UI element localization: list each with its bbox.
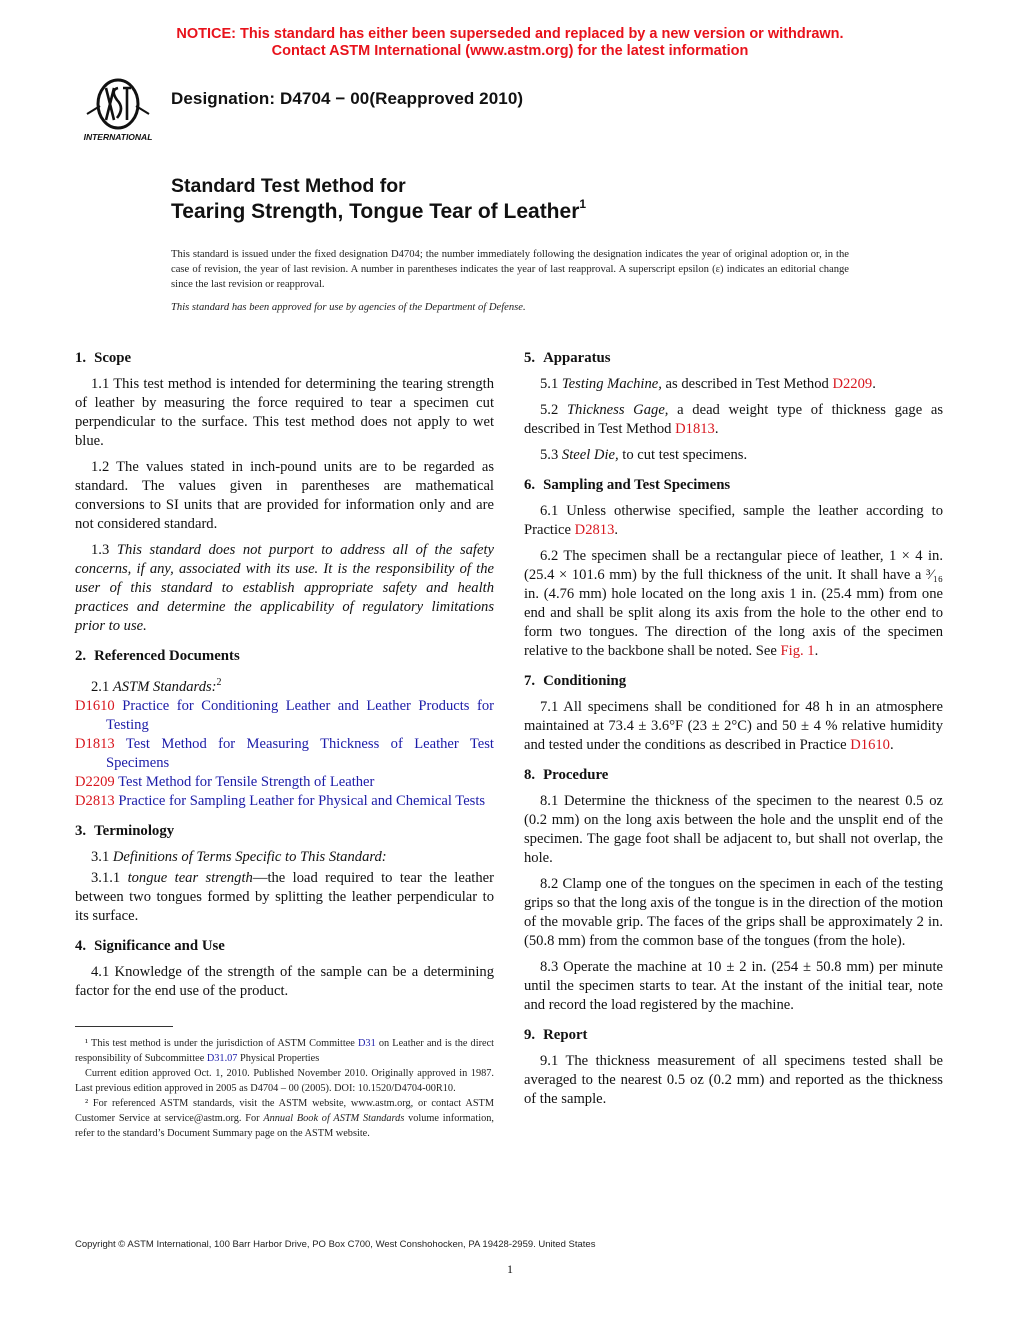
issue-note: This standard is issued under the fixed designation D4704; the number immediately following the designation indicates the year of original adoption or, in the case of revision, the year of last revision. A number in parentheses indicates the year of last reapproval. A superscript epsilon (ε) indicates an editorial change since the last revision or reapproval.: [171, 249, 849, 290]
section-heading: 6. Sampling and Test Specimens: [524, 477, 731, 493]
section-scope: [75, 348, 494, 636]
paragraph: 6.2 The specimen shall be a rectangular piece of leather, 1 × 4 in. (25.4 × 101.6 mm) by the full thickness of the unit. It shall have a ³⁄₁₆ in. (4.76 mm) hole located on the long axis 1 in. (25.4 mm) from one end and shall be split along its axis from the hole to the other end to form two tongues. The direction of the long axis of the specimen relative to the backbone shall be noted. See Fig. 1.: [524, 548, 943, 659]
paragraph: 5.2 Thickness Gage, a dead weight type of thickness gage as described in Test Method D1813.: [524, 402, 944, 437]
standard-link[interactable]: D2813: [574, 522, 615, 538]
paragraph: 3.1 Definitions of Terms Specific to This Standard:: [91, 848, 387, 865]
notice-line-2: Contact ASTM International (www.astm.org) for the latest information: [271, 43, 749, 59]
reference-title-link[interactable]: Test Method for Tensile Strength of Leather: [118, 773, 375, 790]
page-number: 1: [507, 1262, 513, 1276]
section-referenced-documents: [75, 646, 494, 811]
supersede-notice: [0, 26, 1020, 60]
paragraph: 9.1 The thickness measurement of all specimens tested shall be averaged to the nearest 0.5 oz (0.2 mm) and reported as the thickness of the sample.: [524, 1053, 943, 1107]
reference-list: [75, 697, 494, 811]
paragraph: 1.2 The values stated in inch-pound units are to be regarded as standard. The values given in parentheses are mathematical conversions to SI units that are provided for information only and are not considered standard.: [75, 459, 494, 532]
section-heading: 8. Procedure: [524, 767, 609, 783]
paragraph: 3.1.1 tongue tear strength—the load required to tear the leather between two tongues formed by splitting the leather perpendicular to its surface.: [75, 869, 494, 924]
footnotes: [75, 1026, 494, 1141]
reference-code-link[interactable]: D2209: [75, 773, 115, 790]
section-significance: [75, 936, 494, 1001]
section-conditioning: [524, 671, 943, 755]
astm-logo: [73, 76, 163, 144]
paragraph: 2.1 ASTM Standards:$^2$: [91, 677, 222, 695]
right-column: [524, 348, 943, 1119]
paragraph: 5.3 Steel Die, to cut test specimens.: [540, 447, 748, 463]
footnote-2: ² For referenced ASTM standards, visit the ASTM website, www.astm.org, or contact ASTM Customer Service at service@astm.org. For Annual Book of ASTM Standards volume information, refer to the standard’s Document Summary page on the ASTM website.: [75, 1098, 494, 1139]
reference-title-link[interactable]: Practice for Sampling Leather for Physical and Chemical Tests: [118, 792, 486, 809]
copyright-line: Copyright © ASTM International, 100 Barr Harbor Drive, PO Box C700, West Conshohocken, PA 19428-2959. United States: [75, 1239, 596, 1250]
footnote-1: ¹ This test method is under the jurisdiction of ASTM Committee D31 on Leather and is the direct responsibility of Subcommittee D31.07 Physical Properties: [75, 1038, 495, 1064]
section-heading: 1. Scope: [75, 350, 132, 366]
section-apparatus: [524, 348, 943, 465]
section-heading: 4. Significance and Use: [75, 937, 225, 954]
standard-link[interactable]: D1610: [850, 737, 890, 753]
reference-title-link[interactable]: Practice for Conditioning Leather and Leather Products for Testing: [106, 697, 494, 733]
paragraph: 4.1 Knowledge of the strength of the sample can be a determining factor for the end use of the product.: [75, 963, 494, 999]
paragraph: 7.1 All specimens shall be conditioned for 48 h in an atmosphere maintained at 73.4 ± 3.6°F (23 ± 2°C) and 50 ± 4 % relative humidity and tested under the conditions as described in Practice D1610.: [524, 699, 943, 753]
standard-link[interactable]: D1813: [675, 421, 715, 437]
paragraph: 8.3 Operate the machine at 10 ± 2 in. (254 ± 50.8 mm) per minute until the specimen starts to tear. At the instant of the initial tear, note and record the load registered by the machine.: [524, 959, 943, 1013]
paragraph: 1.3 This standard does not purport to address all of the safety concerns, if any, associated with its use. It is the responsibility of the user of this standard to establish appropriate safety and health practices and determine the applicability of regulatory limitations prior to use.: [75, 542, 494, 634]
paragraph: 5.1 Testing Machine, as described in Test Method D2209.: [540, 376, 876, 392]
reference-title-link[interactable]: Test Method for Measuring Thickness of Leather Test Specimens: [106, 735, 494, 771]
title-text: Tearing Strength, Tongue Tear of Leather: [171, 200, 580, 223]
section-heading: 7. Conditioning: [524, 673, 627, 689]
committee-link[interactable]: D31: [358, 1038, 376, 1049]
footnote-1-edition: Current edition approved Oct. 1, 2010. Published November 2010. Originally approved in 1987. Last previous edition approved in 2005 as D4704 – 00 (2005). DOI: 10.1520/D4704-00R10.: [75, 1068, 494, 1094]
reference-item: [75, 773, 494, 792]
reference-item: [75, 735, 494, 773]
section-terminology: [75, 821, 494, 926]
reference-item: [75, 697, 494, 735]
designation: Designation: D4704 − 00(Reapproved 2010): [171, 89, 524, 108]
figure-link[interactable]: Fig. 1: [780, 643, 815, 659]
notice-line-1: NOTICE: This standard has either been superseded and replaced by a new version or withdrawn.: [176, 26, 844, 42]
title-line-1: Standard Test Method for: [171, 175, 406, 197]
footnote-rule: [75, 1026, 173, 1027]
section-heading: 2. Referenced Documents: [75, 648, 240, 664]
subcommittee-link[interactable]: D31.07: [206, 1053, 238, 1064]
dod-approval-note: This standard has been approved for use by agencies of the Department of Defense.: [171, 302, 526, 313]
title-footnote-mark: 1: [579, 197, 587, 211]
section-heading: 3. Terminology: [75, 822, 175, 839]
reference-code-link[interactable]: D1813: [75, 735, 115, 752]
reference-code-link[interactable]: D1610: [75, 697, 115, 714]
title-line-2: [171, 199, 586, 224]
paragraph: 1.1 This test method is intended for determining the tearing strength of leather by measuring the force required to tear a specimen cut perpendicular to the surface. This test method does not apply to wet blue.: [75, 376, 494, 449]
paragraph: 8.1 Determine the thickness of the specimen to the nearest 0.5 oz (0.2 mm) on the long axis between the hole and the unsplit end of the specimen. The gage foot shall be adjacent to, but shall not overlap, the hole.: [524, 793, 943, 866]
paragraph: 6.1 Unless otherwise specified, sample the leather according to Practice D2813.: [524, 503, 943, 538]
section-report: [524, 1025, 943, 1109]
section-heading: 5. Apparatus: [524, 350, 611, 366]
logo-org-text: INTERNATIONAL: [83, 132, 153, 142]
paragraph: 8.2 Clamp one of the tongues on the specimen in each of the testing grips so that the long axis of the tongue is in the direction of the motion of the movable grip. The faces of the grips shall be approximately 2 in. (50.8 mm) from the common base of the tongues (from the hole).: [524, 876, 943, 949]
section-heading: 9. Report: [524, 1027, 588, 1043]
reference-code-link[interactable]: D2813: [75, 792, 115, 809]
section-procedure: [524, 765, 943, 1015]
reference-item: [75, 792, 494, 811]
left-column: [75, 348, 494, 1011]
section-sampling: [524, 475, 943, 661]
standard-link[interactable]: D2209: [832, 376, 873, 392]
